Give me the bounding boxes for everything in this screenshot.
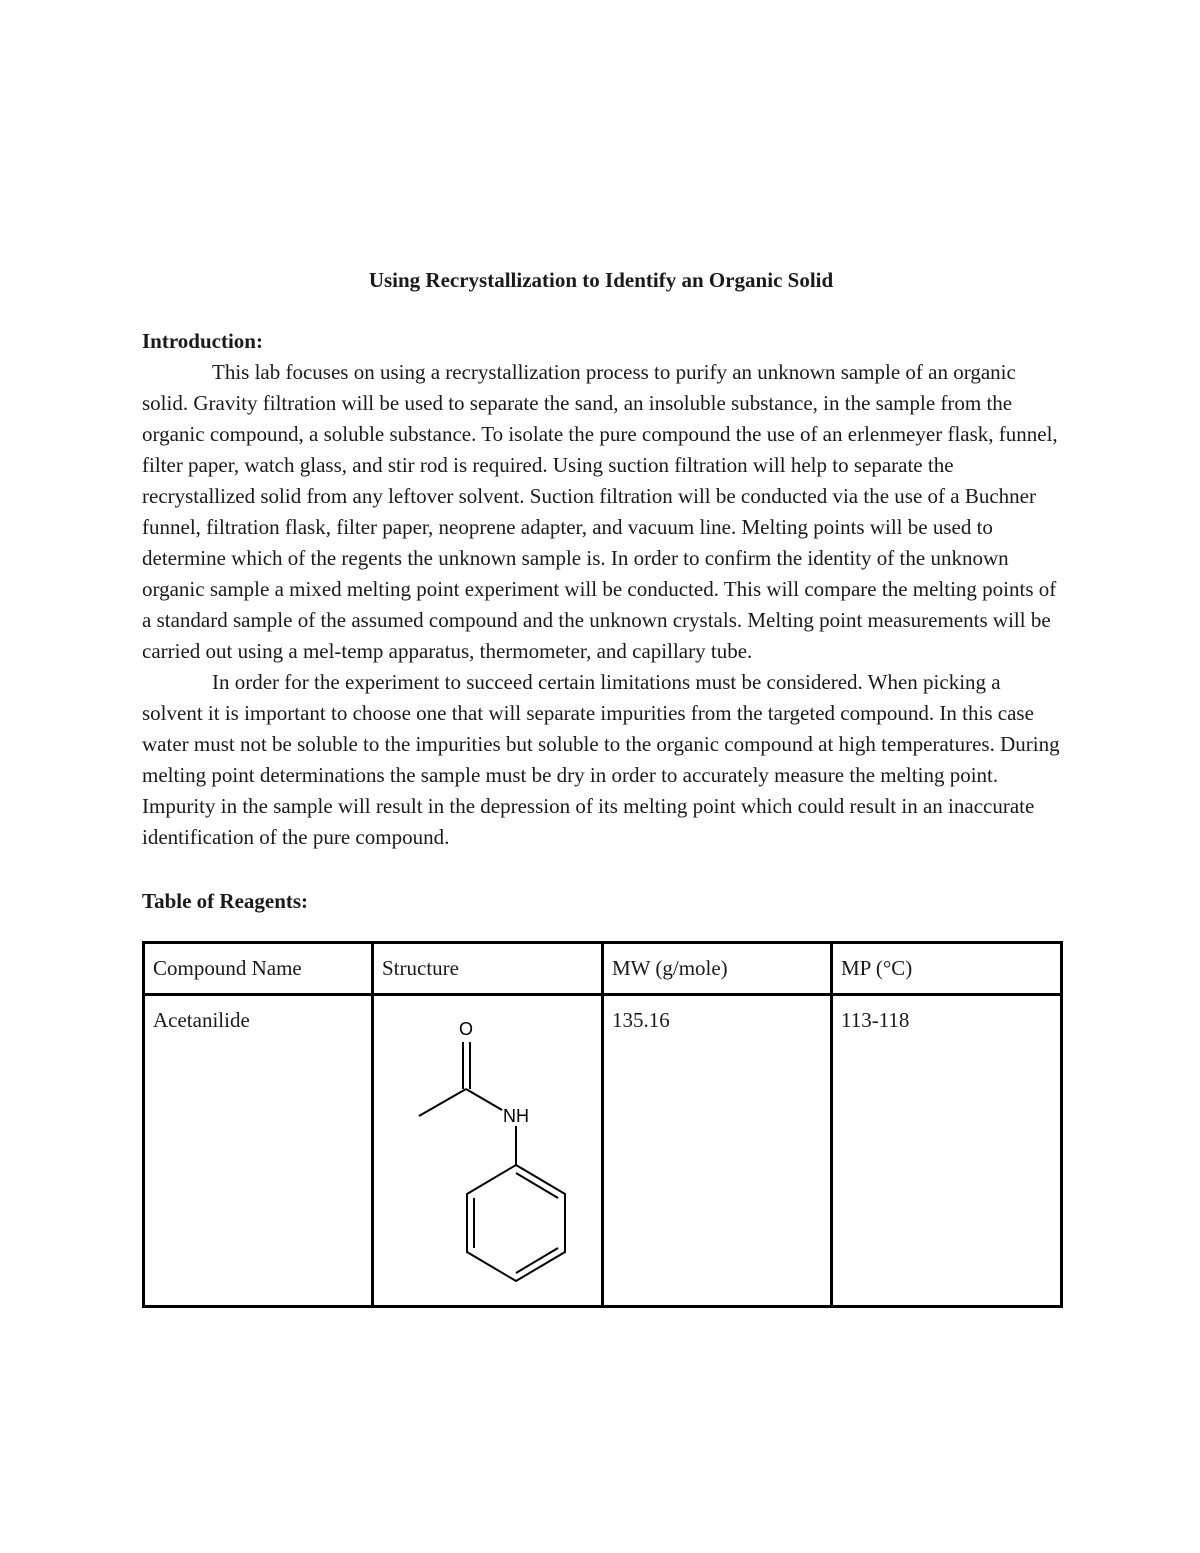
document-title: Using Recrystallization to Identify an Organic Solid xyxy=(368,268,834,292)
document-page xyxy=(142,262,1060,1308)
table-row xyxy=(144,995,1062,1307)
header-mp: MP (°C) xyxy=(832,943,1062,995)
benzene-ring xyxy=(467,1165,565,1281)
introduction-heading: Introduction: xyxy=(142,329,263,353)
header-structure: Structure xyxy=(373,943,603,995)
oxygen-label: O xyxy=(458,1020,474,1039)
acetanilide-structure xyxy=(414,1020,574,1290)
intro-paragraph-1: This lab focuses on using a recrystallization process to purify an unknown sample of an organic solid. Gravity filtration will be used to separate the sand, an insoluble substance, in the sample from the organic compound, a soluble substance. To isolate the pure compound the use of an erlenmeyer flask, funnel, filter paper, watch glass, and stir rod is required. Using suction filtration will help to separate the recrystallized solid from any leftover solvent. Suction filtration will be conducted via the use of a Buchner funnel, filtration flask, filter paper, neoprene adapter, and vacuum line. Melting points will be used to determine which of the regents the unknown sample is. In order to confirm the identity of the unknown organic sample a mixed melting point experiment will be conducted. This will compare the melting points of a standard sample of the assumed compound and the unknown crystals. Melting point measurements will be carried out using a mel-temp apparatus, thermometer, and capillary tube. xyxy=(142,360,1058,663)
header-mw: MW (g/mole) xyxy=(603,943,832,995)
compound-name-cell: Acetanilide xyxy=(144,995,373,1307)
mw-cell: 135.16 xyxy=(603,995,832,1307)
table-header-row xyxy=(144,943,1062,995)
mp-cell: 113-118 xyxy=(832,995,1062,1307)
reagents-table xyxy=(142,941,1063,1308)
intro-paragraph-2: In order for the experiment to succeed certain limitations must be considered. When picking a solvent it is important to choose one that will separate impurities from the targeted compound. In this case water must not be soluble to the impurities but soluble to the organic compound at high temperatures. During melting point determinations the sample must be dry in order to accurately measure the melting point. Impurity in the sample will result in the depression of its melting point which could result in an inaccurate identification of the pure compound. xyxy=(142,670,1060,849)
header-compound-name: Compound Name xyxy=(144,943,373,995)
reagents-heading: Table of Reagents: xyxy=(142,889,309,913)
bond-methyl xyxy=(419,1089,466,1116)
amine-label: NH xyxy=(503,1106,529,1126)
structure-cell xyxy=(373,995,603,1307)
bond-c-n xyxy=(466,1089,502,1110)
